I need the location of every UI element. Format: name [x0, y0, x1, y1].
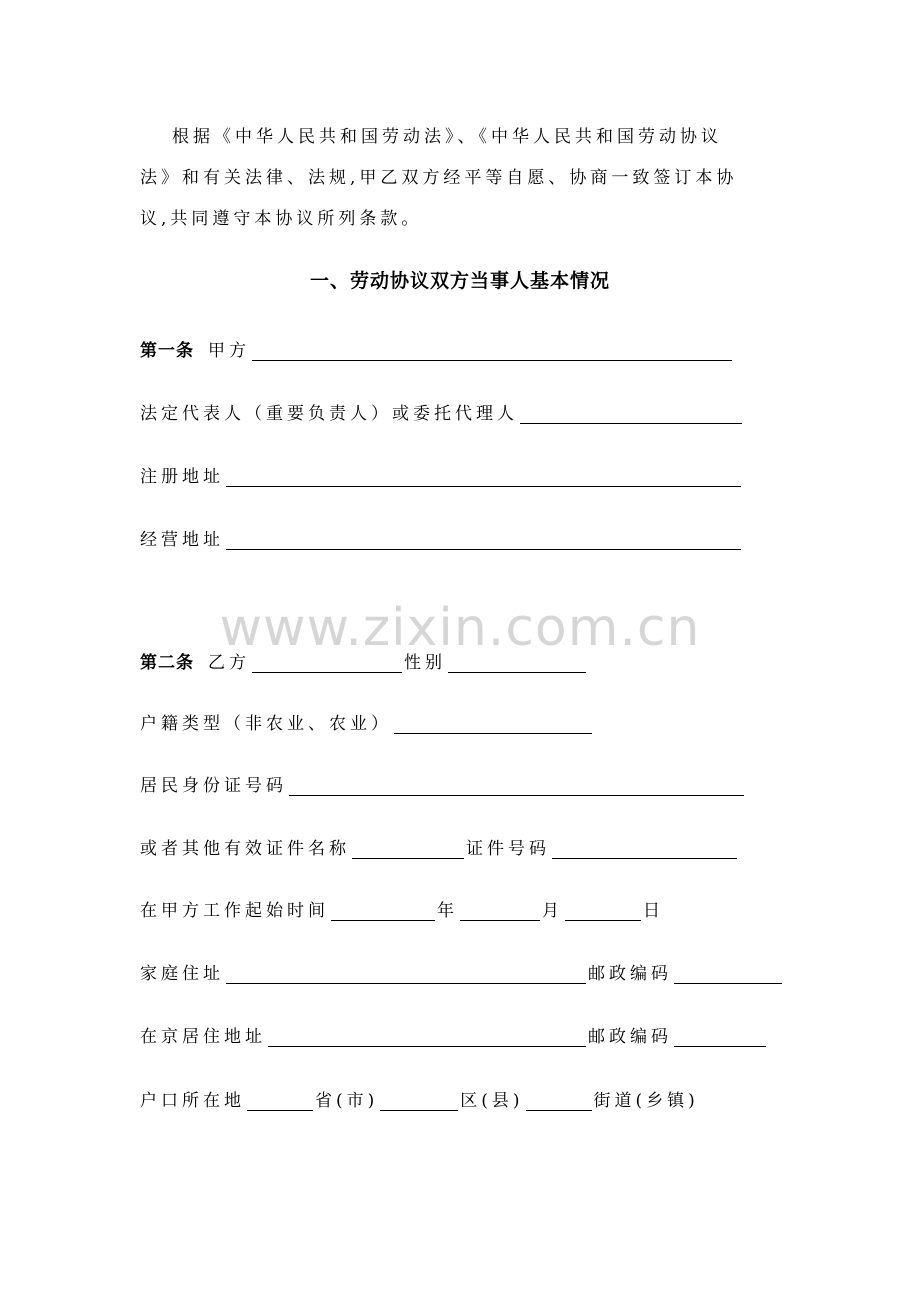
postcode-blank[interactable] [674, 963, 782, 984]
article2-party-row [140, 645, 588, 673]
beijing-address-label: 在京居住地址 [140, 1027, 266, 1047]
reg-address-label: 注册地址 [140, 467, 224, 487]
gender-label: 性别 [404, 653, 446, 673]
household-type-blank[interactable] [394, 713, 592, 734]
id-blank[interactable] [289, 775, 744, 796]
day-label: 日 [643, 901, 664, 921]
article1-heading: 第一条 [140, 341, 194, 361]
hukou-row [140, 1083, 699, 1111]
district-blank[interactable] [380, 1090, 458, 1111]
id-row [140, 768, 746, 796]
start-month-blank[interactable] [460, 900, 540, 921]
biz-address-row [140, 522, 743, 550]
cert-no-blank[interactable] [552, 838, 737, 859]
postcode-blank-2[interactable] [674, 1026, 766, 1047]
party-a-label: 甲方 [208, 341, 250, 361]
cert-no-label: 证件号码 [466, 839, 550, 859]
month-label: 月 [542, 901, 563, 921]
street-label: 街道(乡镇) [593, 1091, 699, 1111]
biz-address-label: 经营地址 [140, 530, 224, 550]
street-blank[interactable] [526, 1090, 592, 1111]
beijing-address-blank[interactable] [268, 1026, 586, 1047]
household-type-row [140, 706, 594, 734]
household-type-label: 户籍类型（非农业、农业） [140, 714, 392, 734]
start-label: 在甲方工作起始时间 [140, 901, 329, 921]
rep-row [140, 396, 744, 424]
party-b-blank[interactable] [252, 652, 402, 673]
start-year-blank[interactable] [331, 900, 435, 921]
article1-party-row [140, 333, 734, 361]
home-address-row [140, 956, 784, 984]
province-blank[interactable] [247, 1090, 313, 1111]
home-address-blank[interactable] [226, 963, 586, 984]
postcode-label-2: 邮政编码 [588, 1027, 672, 1047]
province-label: 省(市) [315, 1091, 379, 1111]
home-address-label: 家庭住址 [140, 964, 224, 984]
rep-blank[interactable] [520, 403, 742, 424]
party-a-blank[interactable] [252, 340, 732, 361]
hukou-label: 户口所在地 [140, 1091, 245, 1111]
beijing-address-row [140, 1019, 768, 1047]
postcode-label: 邮政编码 [588, 964, 672, 984]
intro-paragraph: 根据《中华人民共和国劳动法》、《中华人民共和国劳动协议法》和有关法律、法规,甲乙双方经平等自愿、协商一致签订本协议,共同遵守本协议所列条款。 [140, 127, 738, 229]
section-title: 一、劳动协议双方当事人基本情况 [309, 270, 610, 292]
id-label: 居民身份证号码 [140, 776, 287, 796]
rep-label: 法定代表人（重要负责人）或委托代理人 [140, 404, 518, 424]
other-id-label: 或者其他有效证件名称 [140, 839, 350, 859]
other-id-row [140, 831, 739, 859]
party-b-label: 乙方 [208, 653, 250, 673]
year-label: 年 [437, 901, 458, 921]
reg-address-blank[interactable] [226, 466, 741, 487]
biz-address-blank[interactable] [226, 529, 741, 550]
article2-heading: 第二条 [140, 653, 194, 673]
reg-address-row [140, 459, 743, 487]
start-date-row [140, 893, 664, 921]
gender-blank[interactable] [448, 652, 586, 673]
watermark: www.zixin.com.cn [219, 598, 701, 658]
district-label: 区(县) [460, 1091, 524, 1111]
start-day-blank[interactable] [565, 900, 641, 921]
other-id-blank[interactable] [352, 838, 464, 859]
